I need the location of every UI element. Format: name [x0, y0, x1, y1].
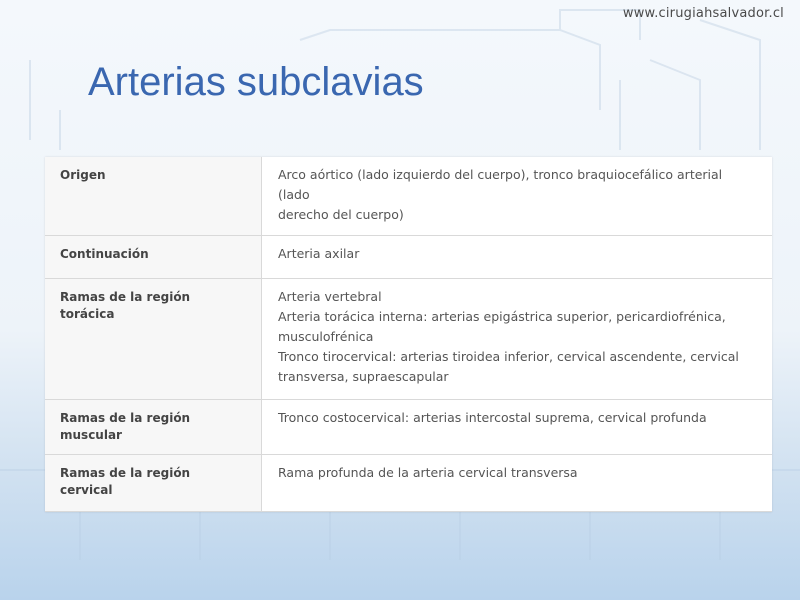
row-label: Continuación: [45, 236, 262, 279]
row-label: Ramas de la región torácica: [45, 279, 262, 400]
table-row-origin: [45, 157, 772, 236]
row-value: [262, 236, 773, 279]
row-label: Origen: [45, 157, 262, 236]
slide-title: Arterias subclavias: [88, 60, 424, 104]
row-value: [262, 455, 773, 512]
value-line: derecho del cuerpo): [278, 207, 404, 222]
row-value: [262, 279, 773, 400]
table-row-muscular-branches: [45, 400, 772, 455]
value-line: Arteria axilar: [278, 246, 360, 261]
table-row-thoracic-branches: [45, 279, 772, 400]
arteries-table-card: [45, 157, 772, 512]
site-url: www.cirugiahsalvador.cl: [622, 6, 784, 21]
arteries-table: [45, 157, 772, 512]
value-line: Arteria torácica interna: arterias epigástrica superior, pericardiofrénica,: [278, 309, 726, 324]
value-line: Arteria vertebral: [278, 289, 382, 304]
row-value: [262, 157, 773, 236]
row-label: Ramas de la región muscular: [45, 400, 262, 455]
row-value: [262, 400, 773, 455]
value-line: Rama profunda de la arteria cervical transversa: [278, 465, 578, 480]
row-label: Ramas de la región cervical: [45, 455, 262, 512]
value-line: Tronco costocervical: arterias intercostal suprema, cervical profunda: [278, 410, 707, 425]
table-row-continuation: [45, 236, 772, 279]
value-line: musculofrénica: [278, 329, 374, 344]
value-line: Arco aórtico (lado izquierdo del cuerpo), tronco braquiocefálico arterial (lado: [278, 167, 723, 202]
table-row-cervical-branches: [45, 455, 772, 512]
value-line: Tronco tirocervical: arterias tiroidea inferior, cervical ascendente, cervical: [278, 349, 739, 364]
value-line: transversa, supraescapular: [278, 369, 449, 384]
